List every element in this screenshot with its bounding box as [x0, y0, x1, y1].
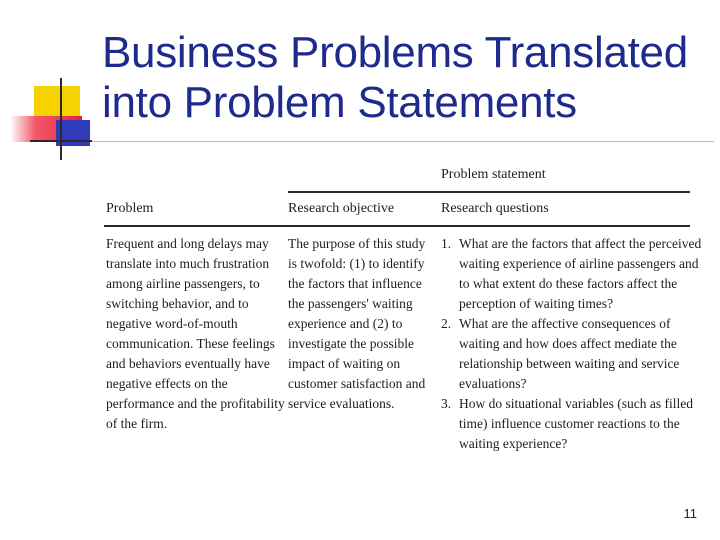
question-line: to what extent do these factors affect the	[459, 276, 678, 291]
column-header-rule	[104, 225, 690, 227]
problem-line: negative effects on the	[106, 376, 228, 391]
problem-line: negative word-of-mouth	[106, 316, 238, 331]
problem-line: translate into much frustration	[106, 256, 270, 271]
problem-statement-header: Problem statement	[441, 167, 546, 182]
objective-line: is twofold: (1) to identify	[288, 256, 425, 271]
question-line: What are the factors that affect the perceived	[459, 236, 702, 251]
column-header-problem: Problem	[106, 201, 154, 216]
question-number: 1.	[441, 236, 452, 251]
question-number: 3.	[441, 396, 452, 411]
column-header-research-questions: Research questions	[441, 201, 549, 216]
objective-line: the passengers' waiting	[288, 296, 413, 311]
question-line: time) influence customer reactions to the	[459, 416, 680, 431]
problem-cell	[106, 234, 285, 434]
objective-line: experience and (2) to	[288, 316, 403, 331]
objective-line: the factors that influence	[288, 276, 422, 291]
objective-line: service evaluations.	[288, 396, 395, 411]
slide-title-line-1: Business Problems Translated	[102, 28, 688, 77]
research-question-2	[441, 314, 701, 394]
slide-title-line-2: into Problem Statements	[102, 78, 577, 127]
problem-line: of the firm.	[106, 416, 168, 431]
column-header-research-objective: Research objective	[288, 201, 395, 216]
objective-line: The purpose of this study	[288, 236, 426, 251]
question-line: evaluations?	[459, 376, 527, 391]
objective-line: impact of waiting on	[288, 356, 401, 371]
problem-line: performance and the profitability	[106, 396, 285, 411]
group-header-rule	[288, 191, 690, 193]
problem-line: switching behavior, and to	[106, 296, 249, 311]
problem-line: Frequent and long delays may	[106, 236, 269, 251]
objective-line: investigate the possible	[288, 336, 414, 351]
question-line: waiting experience of airline passengers and	[459, 256, 699, 271]
question-line: How do situational variables (such as filled	[459, 396, 693, 411]
research-question-1	[441, 234, 701, 314]
question-line: waiting experience?	[459, 436, 568, 451]
question-number: 2.	[441, 316, 452, 331]
problem-line: communication. These feelings	[106, 336, 275, 351]
question-line: What are the affective consequences of	[459, 316, 671, 331]
question-line: perception of waiting times?	[459, 296, 614, 311]
research-questions-cell	[441, 234, 701, 454]
question-line: relationship between waiting and service	[459, 356, 680, 371]
problem-line: among airline passengers, to	[106, 276, 260, 291]
question-line: waiting and how does affect mediate the	[459, 336, 677, 351]
research-objective-cell	[288, 234, 436, 414]
problem-line: and behaviors eventually have	[106, 356, 270, 371]
research-question-3	[441, 394, 701, 454]
page-number: 11	[683, 506, 697, 521]
objective-line: customer satisfaction and	[288, 376, 426, 391]
